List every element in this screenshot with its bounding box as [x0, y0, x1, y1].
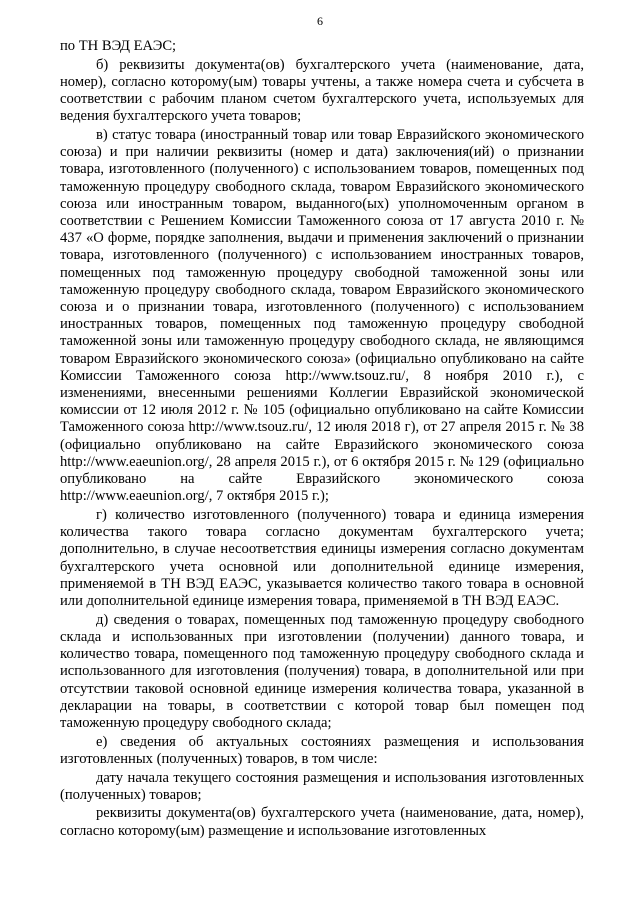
paragraph-item-d: д) сведения о товарах, помещенных под таможенную процедуру свободного склада и использованных при изготовлении (получении) данного товара, и количество товара, помещенного под таможенную процедуру свободного склада и использованного для изготовления (получения) товара, в дополнительной или при отсутствии таковой основной единице измерения количества товара, указанной в декларации на товары, в соответствии с которой товар был помещен под таможенную процедуру свободного склада; — [60, 611, 584, 731]
paragraph-item-b: б) реквизиты документа(ов) бухгалтерского учета (наименование, дата, номер), согласно которому(ым) товары учтены, а также номера счета и субсчета в соответствии с рабочим планом счетом бухгалтерского учета, используемых для ведения бухгалтерского учета товаров; — [60, 56, 584, 125]
paragraph-continuation: по ТН ВЭД ЕАЭС; — [60, 38, 177, 54]
page-number: 6 — [317, 14, 323, 28]
paragraph-item-g: г) количество изготовленного (полученного) товара и единица измерения количества такого товара согласно документам бухгалтерского учета; дополнительно, в случае несоответствия единицы измерения согласно документам бухгалтерского учета основной или дополнительной единице измерения, применяемой в ТН ВЭД ЕАЭС, указывается количество такого товара в основной или дополнительной единице измерения товара, применяемой в ТН ВЭД ЕАЭС. — [60, 506, 584, 609]
paragraph-sub-date: дату начала текущего состояния размещения и использования изготовленных (полученных) товаров; — [60, 769, 584, 803]
paragraph-item-e: е) сведения об актуальных состояниях размещения и использования изготовленных (полученных) товаров, в том числе: — [60, 733, 584, 767]
paragraph-sub-requisites: реквизиты документа(ов) бухгалтерского учета (наименование, дата, номер), согласно которому(ым) размещение и использование изготовленных — [60, 805, 584, 839]
paragraph-item-v: в) статус товара (иностранный товар или товар Евразийского экономического союза) и при наличии реквизиты (номер и дата) заключения(ий) о признании товара, изготовленного (полученного) с использованием товаров, помещенных под таможенную процедуру свободного склада, товаром Евразийского экономического союза или иностранным товаром, выданного(ых) уполномоченным органом в соответствии с Решением Комиссии Таможенного союза от 17 августа 2010 г. № 437 «О форме, порядке заполнения, выдачи и применения заключений о признании товара, изготовленного (полученного) с использованием иностранных товаров, помещенных под таможенную процедуру свободной таможенной зоны или таможенную процедуру свободного склада, товаром Евразийского экономического союза и о признании товара, изготовленного (полученного) с использованием иностранных товаров, помещенных под таможенную процедуру свободной таможенной зоны или таможенную процедуру свободного склада, не являющимся товаром Евразийского экономического союза» (официально опубликовано на сайте Комиссии Таможенного союза http://www.tsouz.ru/, 8 ноября 2010 г.), с изменениями, внесенными решениями Коллегии Евразийской экономической комиссии от 12 июля 2012 г. № 105 (официально опубликовано на сайте Комиссии Таможенного союза http://www.tsouz.ru/, 12 июля 2018 г), от 27 апреля 2015 г. № 38 (официально опубликовано на сайте Евразийского экономического союза http://www.eaeunion.org/, 28 апреля 2015 г.), от 6 октября 2015 г. № 129 (официально опубликовано на сайте Евразийского экономического союза http://www.eaeunion.org/, 7 октября 2015 г.); — [60, 127, 584, 505]
document-body — [60, 38, 584, 841]
